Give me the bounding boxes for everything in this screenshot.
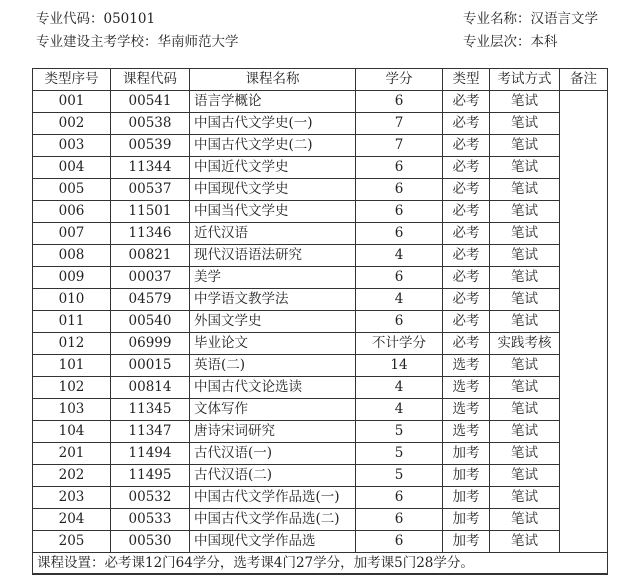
table-row [33, 487, 608, 509]
cell-remark [560, 465, 608, 487]
cell-seq: 104 [33, 421, 111, 443]
major-level: 专业层次：本科 [463, 34, 558, 50]
cell-code: 00532 [111, 487, 190, 509]
cell-name: 英语(二) [190, 355, 356, 377]
cell-exam: 实践考核 [490, 333, 560, 355]
cell-seq: 204 [33, 509, 111, 531]
cell-exam: 笔试 [490, 311, 560, 333]
cell-exam: 笔试 [490, 531, 560, 553]
course-table [32, 68, 608, 575]
cell-credit: 6 [356, 487, 443, 509]
cell-code: 00540 [111, 311, 190, 333]
cell-code: 11494 [111, 443, 190, 465]
cell-remark [560, 223, 608, 245]
cell-credit: 6 [356, 311, 443, 333]
cell-credit: 不计学分 [356, 333, 443, 355]
cell-remark [560, 179, 608, 201]
cell-seq: 101 [33, 355, 111, 377]
cell-credit: 5 [356, 443, 443, 465]
cell-credit: 6 [356, 223, 443, 245]
table-row [33, 179, 608, 201]
table-row [33, 377, 608, 399]
cell-remark [560, 509, 608, 531]
cell-remark [560, 91, 608, 113]
cell-name: 中国古代文学作品选(一) [190, 487, 356, 509]
cell-type: 加考 [443, 487, 490, 509]
table-row [33, 289, 608, 311]
cell-remark [560, 201, 608, 223]
cell-exam: 笔试 [490, 113, 560, 135]
cell-type: 必考 [443, 157, 490, 179]
cell-type: 必考 [443, 333, 490, 355]
cell-type: 必考 [443, 223, 490, 245]
cell-remark [560, 531, 608, 553]
cell-remark [560, 487, 608, 509]
table-row [33, 421, 608, 443]
cell-credit: 5 [356, 421, 443, 443]
cell-seq: 001 [33, 91, 111, 113]
cell-remark [560, 157, 608, 179]
cell-code: 11495 [111, 465, 190, 487]
cell-exam: 笔试 [490, 399, 560, 421]
cell-credit: 6 [356, 91, 443, 113]
cell-seq: 012 [33, 333, 111, 355]
cell-code: 11344 [111, 157, 190, 179]
cell-exam: 笔试 [490, 487, 560, 509]
cell-name: 外国文学史 [190, 311, 356, 333]
cell-credit: 6 [356, 267, 443, 289]
cell-credit: 4 [356, 245, 443, 267]
cell-credit: 6 [356, 157, 443, 179]
cell-remark [560, 377, 608, 399]
cell-seq: 008 [33, 245, 111, 267]
cell-credit: 6 [356, 509, 443, 531]
cell-type: 必考 [443, 135, 490, 157]
cell-credit: 6 [356, 201, 443, 223]
cell-exam: 笔试 [490, 289, 560, 311]
col-header-type: 类型 [443, 69, 490, 91]
col-header-credit: 学分 [356, 69, 443, 91]
cell-exam: 笔试 [490, 245, 560, 267]
cell-seq: 011 [33, 311, 111, 333]
cell-code: 00537 [111, 179, 190, 201]
cell-seq: 007 [33, 223, 111, 245]
cell-credit: 7 [356, 113, 443, 135]
bottom-rule [32, 573, 607, 574]
cell-seq: 202 [33, 465, 111, 487]
major-name: 专业名称：汉语言文学 [463, 11, 598, 27]
cell-seq: 006 [33, 201, 111, 223]
cell-credit: 4 [356, 377, 443, 399]
col-header-seq: 类型序号 [33, 69, 111, 91]
table-row [33, 157, 608, 179]
cell-seq: 003 [33, 135, 111, 157]
cell-exam: 笔试 [490, 377, 560, 399]
cell-type: 选考 [443, 355, 490, 377]
cell-code: 11345 [111, 399, 190, 421]
cell-code: 00533 [111, 509, 190, 531]
cell-code: 00015 [111, 355, 190, 377]
cell-name: 中国古代文学史(二) [190, 135, 356, 157]
cell-credit: 7 [356, 135, 443, 157]
cell-name: 毕业论文 [190, 333, 356, 355]
cell-code: 00814 [111, 377, 190, 399]
cell-seq: 010 [33, 289, 111, 311]
cell-name: 近代汉语 [190, 223, 356, 245]
cell-credit: 14 [356, 355, 443, 377]
table-row [33, 135, 608, 157]
col-header-name: 课程名称 [190, 69, 356, 91]
col-header-code: 课程代码 [111, 69, 190, 91]
table-row [33, 223, 608, 245]
cell-seq: 205 [33, 531, 111, 553]
cell-code: 00539 [111, 135, 190, 157]
cell-remark [560, 443, 608, 465]
cell-code: 06999 [111, 333, 190, 355]
cell-name: 中国近代文学史 [190, 157, 356, 179]
summary-row [33, 553, 608, 575]
cell-exam: 笔试 [490, 443, 560, 465]
cell-type: 加考 [443, 443, 490, 465]
cell-exam: 笔试 [490, 509, 560, 531]
cell-remark [560, 333, 608, 355]
cell-code: 00538 [111, 113, 190, 135]
cell-name: 中国古代文论选读 [190, 377, 356, 399]
major-code: 专业代码：050101 [36, 11, 156, 27]
cell-type: 必考 [443, 113, 490, 135]
cell-code: 04579 [111, 289, 190, 311]
cell-name: 中国古代文学史(一) [190, 113, 356, 135]
table-row [33, 201, 608, 223]
cell-name: 文体写作 [190, 399, 356, 421]
cell-seq: 004 [33, 157, 111, 179]
cell-exam: 笔试 [490, 91, 560, 113]
cell-code: 00530 [111, 531, 190, 553]
cell-type: 加考 [443, 465, 490, 487]
cell-exam: 笔试 [490, 135, 560, 157]
cell-credit: 6 [356, 531, 443, 553]
cell-exam: 笔试 [490, 355, 560, 377]
cell-seq: 009 [33, 267, 111, 289]
table-row [33, 443, 608, 465]
cell-name: 古代汉语(一) [190, 443, 356, 465]
cell-name: 中国当代文学史 [190, 201, 356, 223]
cell-exam: 笔试 [490, 201, 560, 223]
cell-name: 古代汉语(二) [190, 465, 356, 487]
table-row [33, 311, 608, 333]
cell-name: 美学 [190, 267, 356, 289]
cell-exam: 笔试 [490, 223, 560, 245]
course-summary: 课程设置：必考课12门64学分，选考课4门27学分，加考课5门28学分。 [33, 553, 608, 575]
table-row [33, 245, 608, 267]
cell-code: 11501 [111, 201, 190, 223]
cell-remark [560, 113, 608, 135]
cell-name: 中国现代文学作品选 [190, 531, 356, 553]
cell-remark [560, 399, 608, 421]
cell-name: 语言学概论 [190, 91, 356, 113]
col-header-remark: 备注 [560, 69, 608, 91]
cell-remark [560, 355, 608, 377]
cell-remark [560, 421, 608, 443]
cell-remark [560, 135, 608, 157]
cell-remark [560, 311, 608, 333]
host-school: 专业建设主考学校：华南师范大学 [36, 34, 239, 50]
cell-seq: 102 [33, 377, 111, 399]
cell-code: 11346 [111, 223, 190, 245]
cell-code: 00541 [111, 91, 190, 113]
cell-type: 必考 [443, 289, 490, 311]
cell-credit: 4 [356, 399, 443, 421]
cell-credit: 4 [356, 289, 443, 311]
cell-seq: 002 [33, 113, 111, 135]
cell-remark [560, 267, 608, 289]
cell-code: 00037 [111, 267, 190, 289]
cell-name: 唐诗宋词研究 [190, 421, 356, 443]
cell-exam: 笔试 [490, 179, 560, 201]
cell-type: 选考 [443, 399, 490, 421]
cell-seq: 005 [33, 179, 111, 201]
table-row [33, 267, 608, 289]
cell-exam: 笔试 [490, 421, 560, 443]
table-header-row [33, 69, 608, 91]
cell-seq: 103 [33, 399, 111, 421]
cell-name: 现代汉语语法研究 [190, 245, 356, 267]
cell-name: 中学语文教学法 [190, 289, 356, 311]
table-row [33, 355, 608, 377]
cell-type: 必考 [443, 179, 490, 201]
cell-code: 00821 [111, 245, 190, 267]
table-row [33, 399, 608, 421]
cell-remark [560, 289, 608, 311]
cell-seq: 201 [33, 443, 111, 465]
table-row [33, 531, 608, 553]
cell-type: 必考 [443, 245, 490, 267]
cell-exam: 笔试 [490, 465, 560, 487]
cell-code: 11347 [111, 421, 190, 443]
cell-type: 必考 [443, 201, 490, 223]
cell-type: 加考 [443, 509, 490, 531]
cell-type: 必考 [443, 91, 490, 113]
cell-name: 中国现代文学史 [190, 179, 356, 201]
cell-type: 必考 [443, 267, 490, 289]
cell-remark [560, 245, 608, 267]
table-row [33, 465, 608, 487]
cell-exam: 笔试 [490, 267, 560, 289]
table-row [33, 509, 608, 531]
cell-type: 选考 [443, 377, 490, 399]
table-row [33, 333, 608, 355]
cell-name: 中国古代文学作品选(二) [190, 509, 356, 531]
cell-seq: 203 [33, 487, 111, 509]
cell-exam: 笔试 [490, 157, 560, 179]
cell-credit: 5 [356, 465, 443, 487]
cell-type: 选考 [443, 421, 490, 443]
cell-type: 必考 [443, 311, 490, 333]
table-row [33, 91, 608, 113]
col-header-exam: 考试方式 [490, 69, 560, 91]
cell-type: 加考 [443, 531, 490, 553]
cell-credit: 6 [356, 179, 443, 201]
table-row [33, 113, 608, 135]
